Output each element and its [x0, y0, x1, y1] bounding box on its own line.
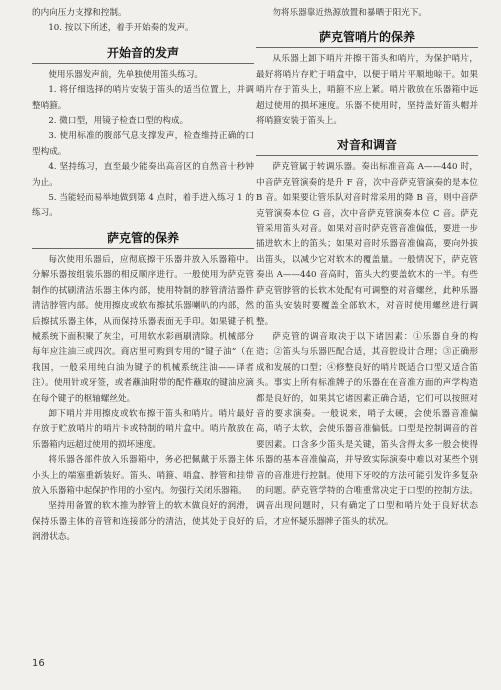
- paragraph: 的内向压力支撑和控制。: [32, 8, 127, 18]
- section-title-opening-tone: 开始音的发声: [32, 43, 254, 64]
- paragraph: 萨克管的调音取决于以下诸因素：①乐器自身的构造；②笛头与乐器匹配合适，其音腔设计合理；③正确形成和发展的口型；④修整良好的哨片既适合口型又适合笛头。事实上所有标准牌子的乐器在在音准方面的声学构造都是良好的，如果其它诸因素正确合适，它们可以按照对音的要求演奏。一般说来，哨子太硬，会使乐器音准偏高，哨子太软，会使乐器音准偏低。口型是控制调音的首要因素。口含多少笛头是关键，笛头含得太多一般会使得乐器的基本音准偏高，并导致实际演奏中难以对某些个别音的音准进行控制。使用下牙咬的方法可能引发许多复杂的问题。萨克管学特的合唯重常决定于口型的控制方法。调音出现问题时，只有确定了口型和哨片处于良好状态后，才应怀疑乐器牌子笛头的状况。: [256, 331, 478, 527]
- paragraph: 3. 使用标准的腹部气息支撑发声，检查维持正确的口型构成。: [32, 131, 254, 157]
- page-number: 16: [32, 658, 45, 669]
- paragraph: 使用乐器发声前，先单独使用笛头练习。: [48, 69, 204, 80]
- section-title-saxophone-care: 萨克管的保养: [32, 228, 254, 249]
- section-title-tuning: 对音和调音: [256, 135, 478, 156]
- paragraph: 将乐器各部件放入乐器箱中，务必把佩戴于乐器主体小头上的端塞重新装好。笛头、哨箍、哨盒、脖管和挂带放入乐器箱中起保护作用的小室内。勿强行关闭乐器箱。: [32, 455, 254, 496]
- paragraph: 5. 当能轻而易举地做到第 4 点时，着手进入练习 1 的练习。: [32, 193, 254, 219]
- paragraph: 从乐器上卸下哨片并擦干笛头和哨片，为保护哨片，最好将哨片存贮于哨盒中，以便于哨片平顺地晾干。如果哨片存于笛头上，哨箍不应上紧。哨片散放在乐器箱中远超过使用的损坏速度。乐器不使用时，坚持盖好笛头帽并将哨箍安装于笛头上。: [256, 54, 478, 127]
- left-column: [32, 6, 254, 546]
- paragraph: 卸下哨片并用擦皮或软布擦干笛头和哨片。哨片最好存放于贮放哨片的哨片卡或特制的哨片盒中。哨片散放在乐器箱内远超过使用的损坏速度。: [32, 408, 254, 450]
- paragraph: 勿将乐器靠近热源放置和暴晒于阳光下。: [272, 8, 428, 18]
- paragraph: 1. 将仔细选择的哨片安装于笛头的适当位置上，并调整哨箍。: [32, 85, 254, 111]
- paragraph: 每次使用乐器后，应彻底擦干乐器并放入乐器箱中。分解乐器按组装乐器的相反顺序进行。一般使用为萨克管制作的拭刷清洁乐器主体内部，使用特制的脖管清洁器件清洁脖管内部。使用擦皮或软布擦拭乐器喇叭的内部，然后擦拭乐器主体，从而保持乐器表面无手印。如果键子机械系统下面积聚了灰尘，可用软水彩画刷清除。机械部分每年应注油三或四次。商店里可购到专用的“键子油”（在我国，一般采用纯白油为键子的机械系统注油——译者注）。使用针或牙签，或者蘸油附带的配件蘸取的键油应滴在每个键子的枢轴螺丝处。: [32, 254, 254, 404]
- paragraph: 4. 坚持练习，直至最少能奏出高音区的自然音十秒钟为止。: [32, 162, 254, 188]
- paragraph: 2. 微口型，用镜子检查口型的构成。: [48, 116, 189, 127]
- paragraph: 萨克管属于转调乐器。奏出标准音高 A——440 时，中音萨克管演奏的是升 F 音，次中音萨克管演奏的是本位 B 音。如果要让管乐队对音时常采用的降 B 音，则中音萨克管演奏本位 G 音，次中音萨克管演奏本位 C 音。萨克管采用笛头对音。如果对音时萨克管音准偏低，要进一步插进软木上的笛头；如果对音时乐器音准偏高，要向外拔出笛头，以减少它对软木的覆盖量。一般情况下，萨克管奏出 A——440 音高时，笛头大约要盖软木的一半。有些萨克管脖管的长软木处配有可调整的对音螺丝，此种乐器的笛头安装时要覆盖全部软木，对音时使用螺丝进行调整。: [256, 162, 478, 327]
- paragraph: 坚持用备置的软木推为脖管上的软木做良好的润滑，保持乐器主体的音管和连接部分的清洁，使其处于良好的润滑状态。: [32, 501, 254, 543]
- right-column: [256, 6, 478, 530]
- paragraph: 10. 按以下所述，着手开始奏的发声。: [48, 23, 194, 34]
- section-title-reed-care: 萨克管哨片的保养: [256, 27, 478, 48]
